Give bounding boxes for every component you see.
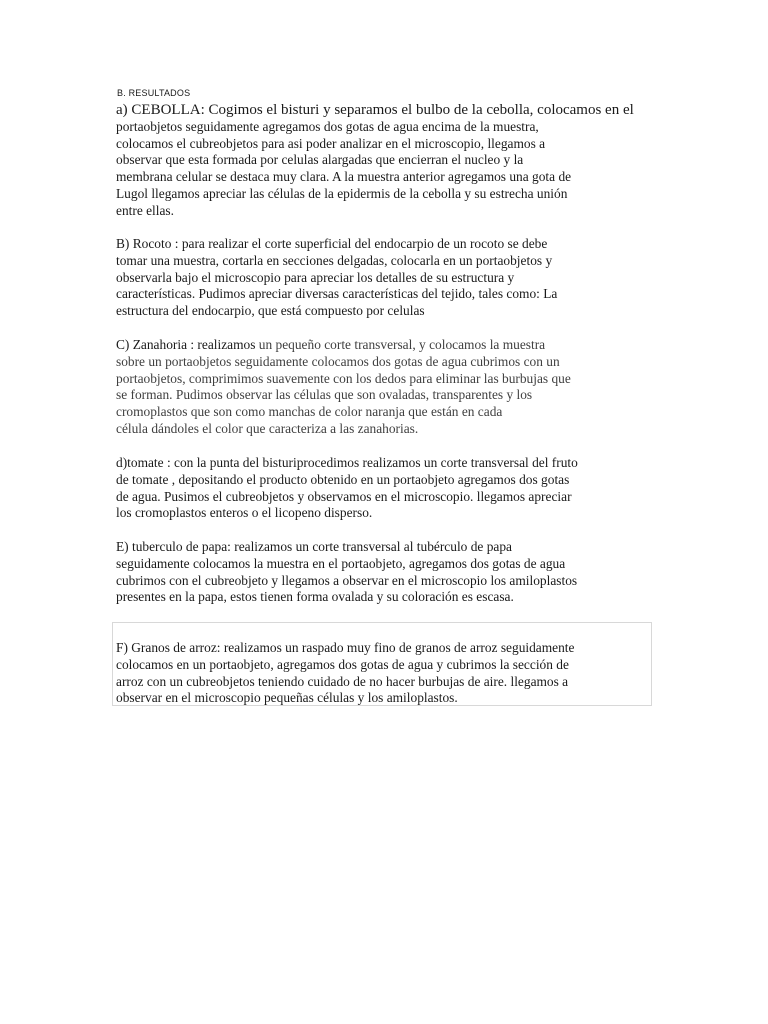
text-line: estructura del endocarpio, que está compuesto por celulas [116,303,425,319]
text-line: E) tuberculo de papa: realizamos un corte transversal al tubérculo de papa [116,539,512,554]
paragraph-zanahoria [116,337,656,438]
text-line: portaobjetos, comprimimos suavemente con los dedos para eliminar las burbujas que [116,370,571,386]
text-line: colocamos el cubreobjetos para asi poder analizar en el microscopio, llegamos a [116,135,546,151]
text-fragment: C) Zanahoria : realizamos [116,337,256,352]
paragraph-arroz [116,640,656,707]
paragraph-papa [116,539,656,606]
paragraph-rocoto [116,236,656,320]
text-line: célula dándoles el color que caracteriza a las zanahorias. [116,420,419,436]
text-line: los cromoplastos enteros o el licopeno disperso. [116,505,373,521]
text-line: portaobjetos seguidamente agregamos dos gotas de agua encima de la muestra, [116,118,539,134]
text-line: B) Rocoto : para realizar el corte superficial del endocarpio de un rocoto se debe [116,236,548,251]
text-line: cubrimos con el cubreobjeto y llegamos a observar en el microscopio los amiloplastos [116,572,578,588]
text-line: características. Pudimos apreciar diversas características del tejido, tales como: La [116,286,558,302]
text-line: observar en el microscopio pequeñas células y los amiloplastos. [116,690,458,706]
text-line: d)tomate : con la punta del bisturiprocedimos realizamos un corte transversal del fruto [116,455,578,470]
paragraph-cebolla [116,102,656,220]
text-line: sobre un portaobjetos seguidamente colocamos dos gotas de agua cubrimos con un [116,353,560,369]
text-line: a) CEBOLLA: Cogimos el bisturi y separamos el bulbo de la cebolla, colocamos en el [116,102,634,118]
text-line: se forman. Pudimos observar las células que son ovaladas, transparentes y los [116,387,533,403]
text-line: F) Granos de arroz: realizamos un raspado muy fino de granos de arroz seguidamente [116,640,575,655]
text-fragment: un pequeño corte transversal, y colocamos la muestra [255,337,546,352]
text-line: tomar una muestra, cortarla en secciones delgadas, colocarla en un portaobjetos y [116,252,553,268]
text-line: Lugol llegamos apreciar las células de la epidermis de la cebolla y su estrecha unión [116,185,568,201]
text-line: arroz con un cubreobjetos teniendo cuidado de no hacer burbujas de aire. llegamos a [116,673,569,689]
text-line: seguidamente colocamos la muestra en el portaobjeto, agregamos dos gotas de agua [116,555,566,571]
text-line: colocamos en un portaobjeto, agregamos dos gotas de agua y cubrimos la sección de [116,656,569,672]
paragraph-tomate [116,455,656,522]
text-line: membrana celular se destaca muy clara. A la muestra anterior agregamos una gota de [116,169,572,185]
text-line: observar que esta formada por celulas alargadas que encierran el nucleo y la [116,152,524,168]
text-line: observarla bajo el microscopio para apreciar los detalles de su estructura y [116,269,515,285]
text-line: de agua. Pusimos el cubreobjetos y observamos en el microscopio. llegamos apreciar [116,488,572,504]
text-line [116,337,656,354]
text-line: de tomate , depositando el producto obtenido en un portaobjeto agregamos dos gotas [116,471,570,487]
text-line: entre ellas. [116,202,174,218]
text-line: cromoplastos que son como manchas de color naranja que están en cada [116,404,503,420]
section-heading: B. RESULTADOS [117,88,191,98]
text-line: presentes en la papa, estos tienen forma ovalada y su coloración es escasa. [116,589,514,605]
